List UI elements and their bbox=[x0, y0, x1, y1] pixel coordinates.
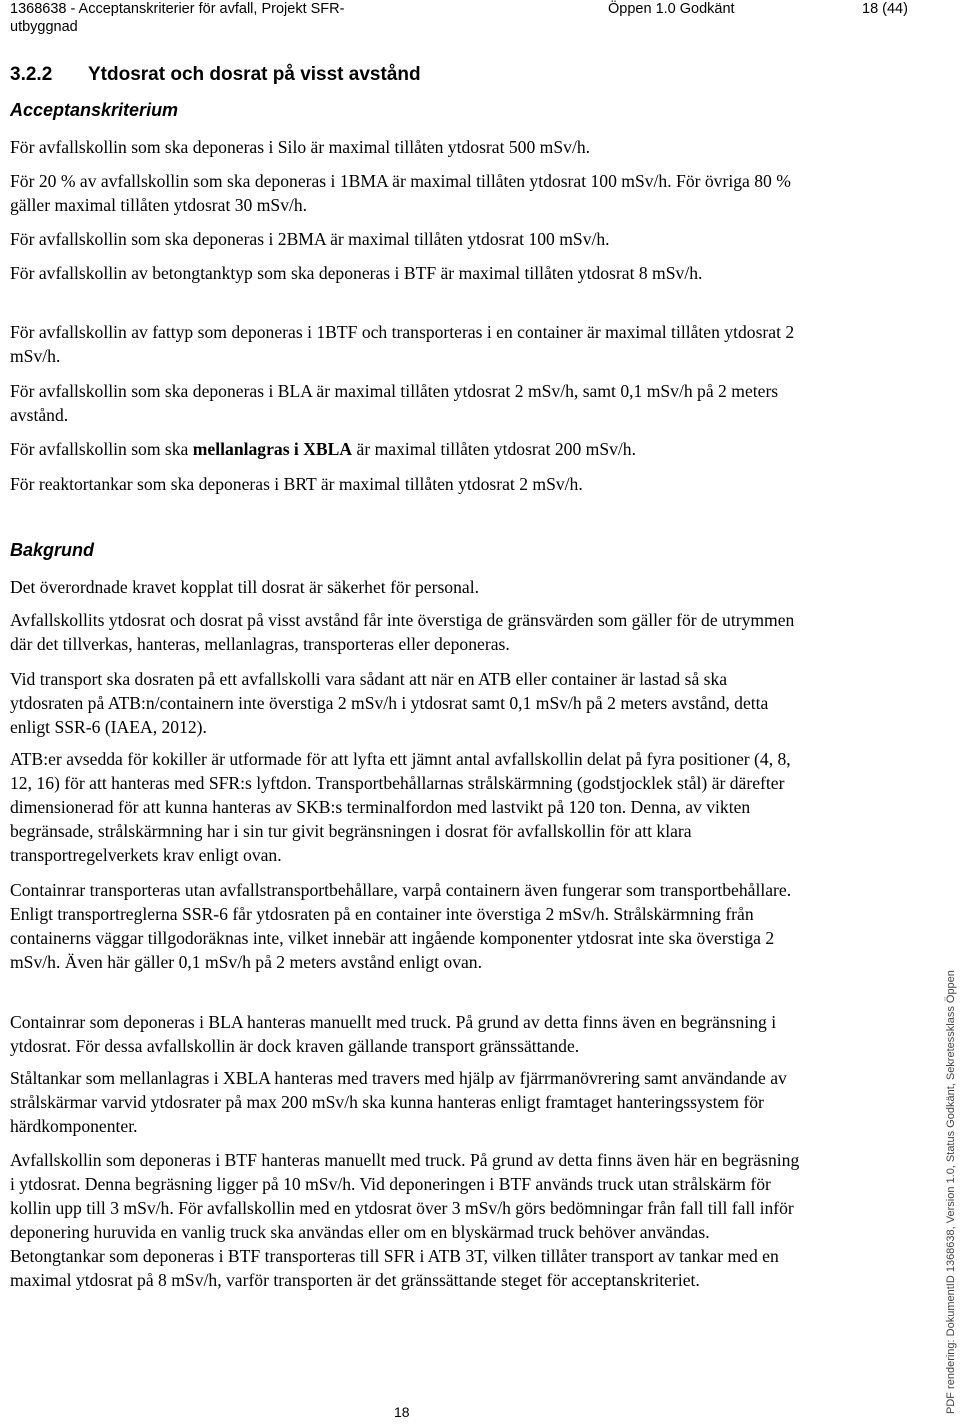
criterion-paragraph: För 20 % av avfallskollin som ska deponeras i 1BMA är maximal tillåten ytdosrat 100 mSv/h. För övriga 80 % gäller maximal tillåten ytdosrat 30 mSv/h. bbox=[10, 171, 791, 215]
background-paragraph: Containrar som deponeras i BLA hanteras manuellt med truck. På grund av detta finns även en begränsning i ytdosrat. För dessa avfallskollin är dock kraven gällande transport gränssättande. bbox=[10, 1012, 777, 1056]
background-paragraph: Det överordnade kravet kopplat till dosrat är säkerhet för personal. bbox=[10, 577, 479, 597]
pdf-rendering-note: PDF rendering: DokumentID 1368638, Version 1.0, Status Godkänt, Sekretessklass Öppen bbox=[945, 970, 957, 1414]
background-paragraph: Containrar transporteras utan avfallstransportbehållare, varpå containern även fungerar som transportbehållare. Enligt transportreglerna SSR-6 får ytdosraten på en container inte överstiga 2 mSv/h. Strålskärmning från containerns väggar tillgodoräknas inte, vilket innebär att ingående komponenter ytdosrat inte ska överstiga 2 mSv/h. Även här gäller 0,1 mSv/h på 2 meters avstånd enligt ovan. bbox=[10, 880, 792, 972]
criterion-paragraph: För reaktortankar som ska deponeras i BRT är maximal tillåten ytdosrat 2 mSv/h. bbox=[10, 474, 583, 494]
criterion-paragraph: För avfallskollin av fattyp som deponeras i 1BTF och transporteras i en container är maximal tillåten ytdosrat 2 mSv/h. bbox=[10, 322, 795, 366]
section-heading bbox=[10, 64, 421, 86]
criterion-paragraph: För avfallskollin som ska deponeras i Silo är maximal tillåten ytdosrat 500 mSv/h. bbox=[10, 137, 591, 157]
background-paragraph: Avfallskollin som deponeras i BTF hanteras manuellt med truck. På grund av detta finns även här en begräsning i ytdosrat. Denna begräsning ligger på 10 mSv/h. Vid deponeringen i BTF används truck utan strålskärm för kollin upp till 3 mSv/h. För avfallskollin med en ytdosrat över 3 mSv/h görs bedömningar från fall till fall inför deponering huruvida en vanlig truck ska användas eller om en blyskärmad truck behöver användas. Betongtankar som deponeras i BTF transporteras till SFR i ATB 3T, vilken tillåter transport av tankar med en maximal ytdosrat på 8 mSv/h, varför transporten är det gränssättande steget för acceptanskriteriet. bbox=[10, 1150, 800, 1290]
background-paragraph: Ståltankar som mellanlagras i XBLA hanteras med travers med hjälp av fjärrmanövrering samt användande av strålskärmar varvid ytdosrater på max 200 mSv/h ska kunna hanteras enligt framtaget hanteringssystem för härdkomponenter. bbox=[10, 1068, 787, 1136]
criterion-paragraph: För avfallskollin som ska deponeras i 2BMA är maximal tillåten ytdosrat 100 mSv/h. bbox=[10, 229, 610, 249]
section-number: 3.2.2 bbox=[10, 64, 53, 85]
page-reference: 18 (44) bbox=[862, 1, 908, 17]
page-number: 18 bbox=[394, 1404, 410, 1420]
criterion-paragraph-xbla bbox=[10, 437, 800, 461]
document-status: Öppen 1.0 Godkänt bbox=[608, 1, 735, 17]
page-header bbox=[10, 0, 930, 40]
background-paragraph: Vid transport ska dosraten på ett avfallskolli vara sådant att när en ATB eller container är lastad så ska ytdosraten på ATB:n/containern inte överstiga 2 mSv/h i ytdosrat samt 0,1 mSv/h på 2 meters avstånd, detta enligt SSR-6 (IAEA, 2012). bbox=[10, 669, 769, 737]
section-title: Ytdosrat och dosrat på visst avstånd bbox=[88, 64, 421, 85]
xbla-text-pre: För avfallskollin som ska bbox=[10, 439, 193, 459]
criterion-heading: Acceptanskriterium bbox=[10, 100, 179, 120]
criterion-paragraph: För avfallskollin av betongtanktyp som ska deponeras i BTF är maximal tillåten ytdosrat 8 mSv/h. bbox=[10, 263, 703, 283]
background-heading: Bakgrund bbox=[10, 540, 95, 560]
xbla-text-post: är maximal tillåten ytdosrat 200 mSv/h. bbox=[352, 439, 637, 459]
document-id: 1368638 - Acceptanskriterier för avfall, Projekt SFR-utbyggnad bbox=[10, 1, 345, 35]
background-paragraph: Avfallskollits ytdosrat och dosrat på visst avstånd får inte överstiga de gränsvärden som gäller för de utrymmen där det tillverkas, hanteras, mellanlagras, transporteras eller deponeras. bbox=[10, 610, 795, 654]
xbla-text-bold: mellanlagras i XBLA bbox=[192, 439, 353, 459]
criterion-paragraph: För avfallskollin som ska deponeras i BLA är maximal tillåten ytdosrat 2 mSv/h, samt 0,1 mSv/h på 2 meters avstånd. bbox=[10, 381, 779, 425]
background-paragraph: ATB:er avsedda för kokiller är utformade för att lyfta ett jämnt antal avfallskollin delat på fyra positioner (4, 8, 12, 16) för att hanteras med SFR:s lyftdon. Transportbehållarnas strålskärmning (godstjocklek stål) är därefter dimensionerad för att kunna hanteras av SKB:s terminalfordon med lastvikt på 120 ton. Denna, av vikten begränsade, strålskärmning har i sin tur givit begränsningen i dosrat för avfallskollin för att klara transportregelverkets krav enligt ovan. bbox=[10, 749, 791, 865]
